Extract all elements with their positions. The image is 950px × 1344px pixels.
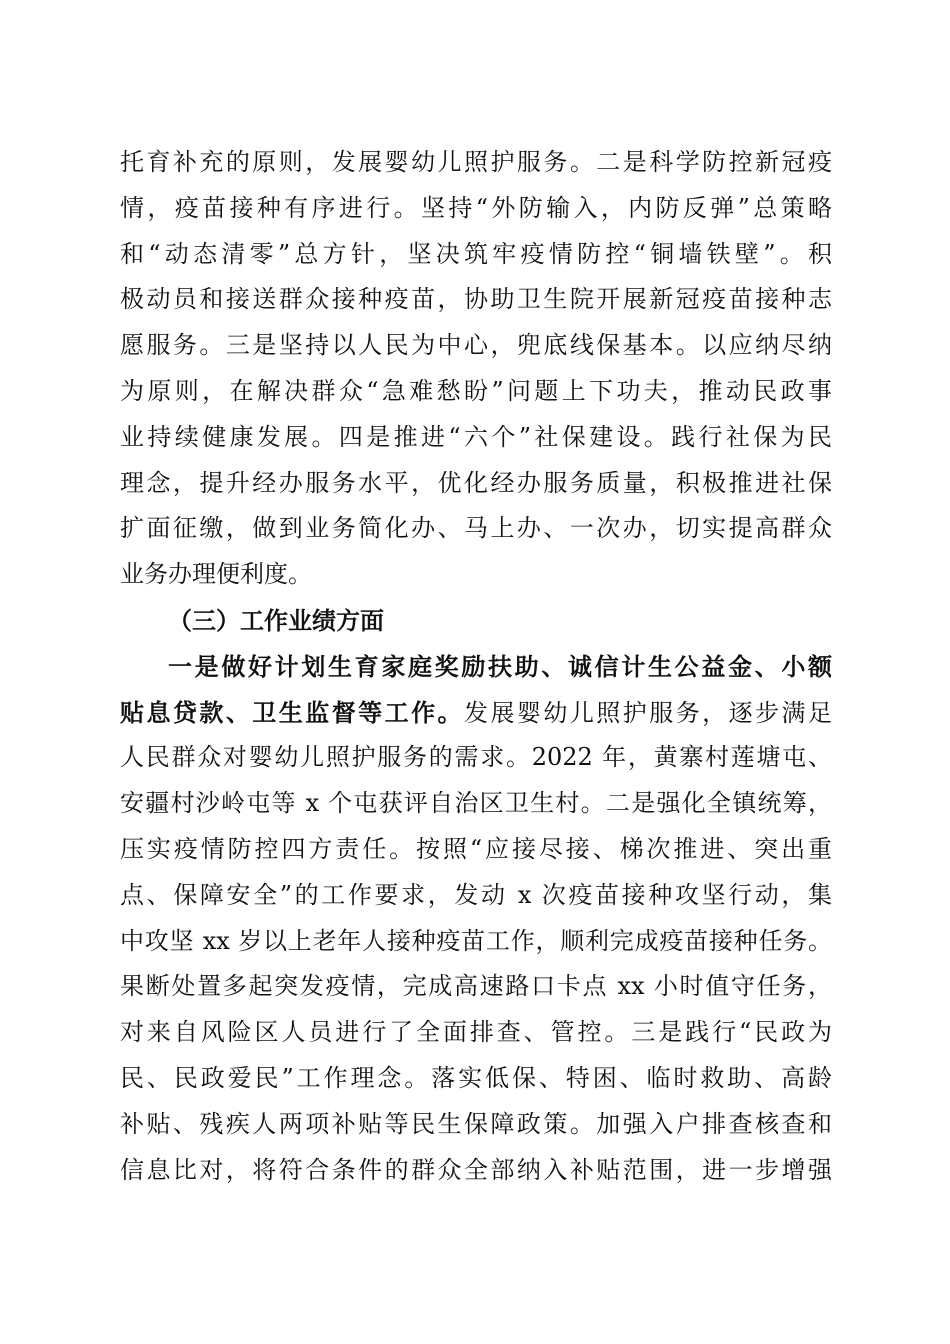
text-line-bold-lead: 一是做好计划生育家庭奖励扶助、诚信计生公益金、小额 <box>168 651 832 681</box>
text-line-mixed <box>120 690 832 736</box>
text-line: 对来自风险区人员进行了全面排查、管控。三是践行“民政为 <box>120 1018 832 1047</box>
document-body <box>120 140 832 1193</box>
bold-lead-continuation: 贴息贷款、卫生监督等工作。 <box>120 697 464 727</box>
text-line: 业务办理便利度。 <box>120 560 312 589</box>
text-line: 压实疫情防控四方责任。按照“应接尽接、梯次推进、突出重 <box>120 834 832 863</box>
text-line: 果断处置多起突发疫情，完成高速路口卡点 xx 小时值守任务， <box>120 972 832 1001</box>
text-line: 中攻坚 xx 岁以上老年人接种疫苗工作，顺利完成疫苗接种任务。 <box>120 926 832 955</box>
section-heading: （三）工作业绩方面 <box>168 605 384 635</box>
text-line: 安疆村沙岭屯等 x 个屯获评自治区卫生村。二是强化全镇统筹， <box>120 789 832 818</box>
text-line: 点、保障安全”的工作要求，发动 x 次疫苗接种攻坚行动，集 <box>120 880 832 909</box>
text-line: 极动员和接送群众接种疫苗，协助卫生院开展新冠疫苗接种志 <box>120 285 832 314</box>
text-line: 托育补充的原则，发展婴幼儿照护服务。二是科学防控新冠疫 <box>120 148 832 176</box>
text-line: 业持续健康发展。四是推进“六个”社保建设。践行社保为民 <box>120 422 832 451</box>
text-line: 和“动态清零”总方针，坚决筑牢疫情防控“铜墙铁壁”。积 <box>120 239 832 268</box>
text-line: 人民群众对婴幼儿照护服务的需求。2022 年，黄寨村莲塘屯、 <box>120 743 832 772</box>
text-line: 情，疫苗接种有序进行。坚持“外防输入，内防反弹”总策略 <box>120 193 832 222</box>
text-line: 信息比对，将符合条件的群众全部纳入补贴范围，进一步增强 <box>120 1155 832 1184</box>
text-line: 补贴、残疾人两项补贴等民生保障政策。加强入户排查核查和 <box>120 1109 832 1138</box>
text-line-rest: 发展婴幼儿照护服务，逐步满足 <box>464 698 832 727</box>
text-line: 扩面征缴，做到业务简化办、马上办、一次办，切实提高群众 <box>120 514 832 543</box>
text-line: 民、民政爱民”工作理念。落实低保、特困、临时救助、高龄 <box>120 1063 832 1092</box>
text-line: 理念，提升经办服务水平，优化经办服务质量，积极推进社保 <box>120 468 832 497</box>
text-line: 为原则，在解决群众“急难愁盼”问题上下功夫，推动民政事 <box>120 376 832 405</box>
text-line: 愿服务。三是坚持以人民为中心，兜底线保基本。以应纳尽纳 <box>120 331 832 360</box>
